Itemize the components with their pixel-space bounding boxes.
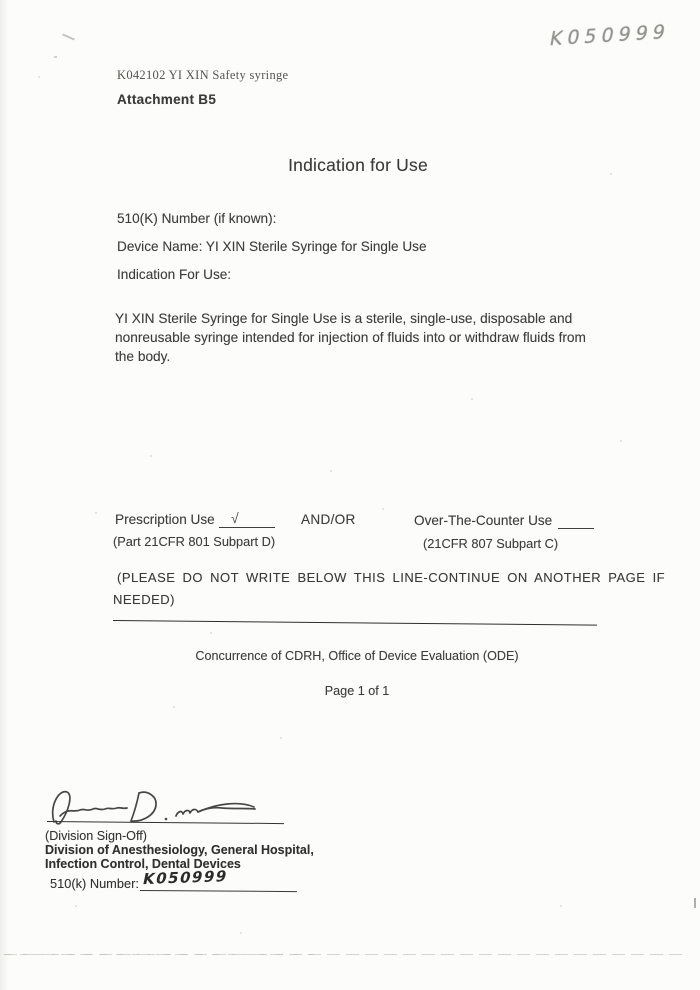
field-indication-label: Indication For Use: (117, 267, 232, 282)
attachment-label: Attachment B5 (117, 92, 217, 107)
prescription-checkmark: √ (231, 510, 239, 526)
and-or-label: AND/OR (301, 512, 356, 527)
division-signoff-label: (Division Sign-Off) (45, 829, 147, 843)
page-number: Page 1 of 1 (324, 684, 390, 698)
scan-edge-tick (694, 898, 696, 908)
510k-number-label: 510(k) Number: (50, 876, 139, 891)
indication-text-line: nonreusable syringe intended for injection of fluids into or withdraw fluids from (115, 330, 586, 345)
indication-text-line: YI XIN Sterile Syringe for Single Use is a sterile, single-use, disposable and (115, 311, 573, 326)
indication-text-line: the body. (115, 349, 171, 364)
document-title: Indication for Use (288, 155, 428, 175)
scan-artifact-line-dark (4, 954, 314, 955)
510k-number-line (140, 890, 297, 892)
division-name-line: Infection Control, Dental Devices (45, 857, 241, 871)
division-name-line: Division of Anesthesiology, General Hospital, (45, 843, 314, 857)
field-510k-number: 510(K) Number (if known): (117, 211, 277, 226)
otc-use-label: Over-The-Counter Use (414, 513, 553, 528)
do-not-write-notice-line: (PLEASE DO NOT WRITE BELOW THIS LINE-CONTINUE ON ANOTHER PAGE IF (117, 570, 666, 585)
handwritten-k-number-bottom: K050999 (141, 867, 230, 889)
otc-use-blank (558, 512, 594, 529)
field-device-name: Device Name: YI XIN Sterile Syringe for Single Use (117, 239, 427, 254)
prescription-use-label: Prescription Use (115, 512, 215, 527)
header-k-line: K042102 YI XIN Safety syringe (117, 68, 289, 82)
prescription-cfr-note: (Part 21CFR 801 Subpart D) (113, 534, 276, 549)
prescription-use-blank (219, 511, 275, 528)
do-not-write-notice-line: NEEDED) (113, 592, 176, 607)
concurrence-statement: Concurrence of CDRH, Office of Device Evaluation (ODE) (195, 649, 519, 663)
scan-edge-shadow (0, 0, 9, 990)
otc-cfr-note: (21CFR 807 Subpart C) (423, 536, 559, 551)
scan-pencil-dot (54, 56, 57, 58)
handwritten-k-number-top: K050999 (547, 20, 672, 51)
scan-pencil-mark (62, 33, 75, 40)
separator-line (113, 620, 597, 626)
